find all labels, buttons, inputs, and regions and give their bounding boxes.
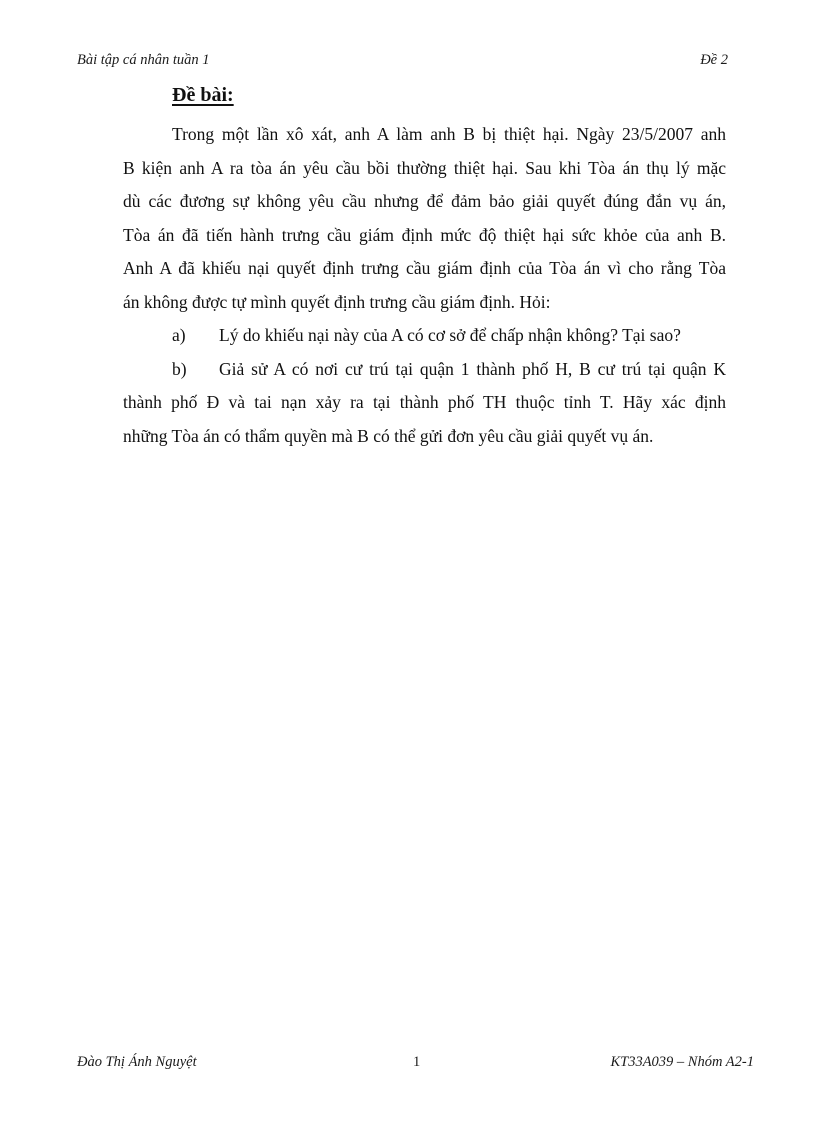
question-b-continuation: thành phố Đ và tai nạn xảy ra tại thành phố TH thuộc tỉnh T. Hãy xác định [123, 392, 726, 412]
body-line: án không được tự mình quyết định trưng cầu giám định. Hỏi: [123, 291, 551, 312]
question-a-label: a) [172, 325, 186, 345]
body-line: B kiện anh A ra tòa án yêu cầu bồi thường thiệt hại. Sau khi Tòa án thụ lý mặc [123, 157, 726, 178]
body-line: Anh A đã khiếu nại quyết định trưng cầu giám định của Tòa án vì cho rằng Tòa [123, 258, 726, 278]
footer-page-number: 1 [413, 1054, 421, 1070]
question-b-continuation: những Tòa án có thẩm quyền mà B có thể gửi đơn yêu cầu giải quyết vụ án. [123, 425, 654, 446]
problem-body [123, 118, 726, 453]
body-line: Trong một lần xô xát, anh A làm anh B bị thiệt hại. Ngày 23/5/2007 anh [172, 124, 726, 144]
question-b-label: b) [172, 358, 187, 379]
body-line: dù các đương sự không yêu cầu nhưng để đảm bảo giải quyết đúng đắn vụ án, [123, 191, 726, 211]
footer-class-group: KT33A039 – Nhóm A2-1 [610, 1054, 754, 1070]
footer-author: Đào Thị Ánh Nguyệt [77, 1054, 197, 1070]
question-a [123, 319, 726, 353]
question-b-text: Giả sử A có nơi cư trú tại quận 1 thành phố H, B cư trú tại quận K [219, 358, 726, 379]
header-left-text: Bài tập cá nhân tuần 1 [77, 52, 210, 68]
question-b [123, 353, 726, 387]
page-title: Đề bài: [172, 84, 234, 106]
header-right-text: Đề 2 [700, 52, 728, 68]
body-line: Tòa án đã tiến hành trưng cầu giám định mức độ thiệt hại sức khỏe của anh B. [123, 224, 726, 245]
question-a-text: Lý do khiếu nại này của A có cơ sở để chấp nhận không? Tại sao? [219, 325, 681, 345]
